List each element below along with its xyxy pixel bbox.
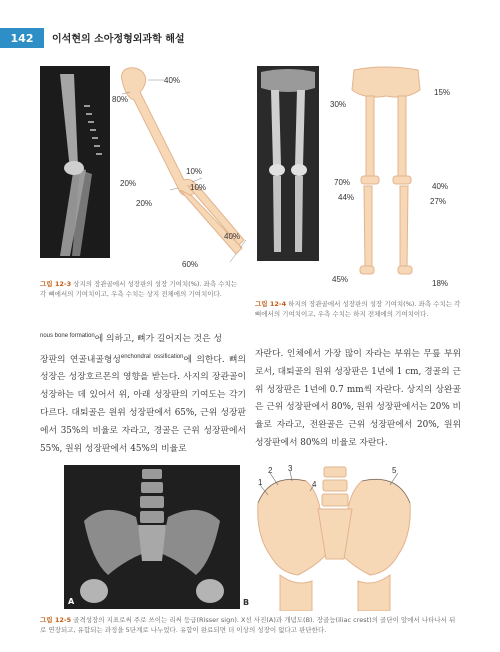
fig3-label-7: 40% [224,232,241,241]
fig3-label-5: 10% [190,183,207,192]
caption-text: 하지의 장관골에서 성장판의 성장 기여치(%). 좌측 수치는 각 뼈에서의 기여치이고, 우측 수치는 하지 전체에의 기여치이다. [255,300,461,318]
figure-12-5-xray [64,465,240,609]
running-title: 이석현의 소아정형외과학 해설 [52,34,185,45]
fig3-label-6: 20% [136,199,153,208]
fig4-label-1: 15% [434,88,451,97]
caption-label: 그림 12-3 [40,280,72,288]
figure-12-3-xray [40,66,110,258]
figure-12-4-caption [255,299,465,319]
figure-12-5-caption [40,615,460,635]
pelvis-xray-image [64,465,240,609]
body-text: 뼈의 성장은 성장호르몬의 영향을 받는다. 사지의 장관골이 성장하는 데 있어서 위, 아래 성장판의 기여도는 각기 다르다. 대퇴골은 원위 성장판에서 65%, 근위 성장판에서 35%의 비율로 자라고, 경골은 근위 성장판에서 55%, 원위 성장판에서 45%의 비율로 [40,354,246,454]
fig3-label-8: 60% [182,260,199,269]
body-right-column [255,346,461,453]
panel-label-b: B [243,598,250,607]
body-left-column [40,328,246,458]
fig4-label-6: 27% [430,197,447,206]
fig4-label-4: 40% [432,182,449,191]
body-text: 자란다. 인체에서 가장 많이 자라는 부위는 무릎 부위로서, 대퇴골의 원위 성장판은 1년에 1 cm, 경골의 근위 성장판은 1년에 0.7 mm씩 자란다. 상지의 상완골은 근위 성장판에서 80%, 원위 성장판에서는 20% 비율로 자라고, 전완골은 근위 성장판에서 20%, 원위 성장판에서 80%의 비율로 자란다. [255,349,461,448]
risser-number-1: 1 [258,478,263,487]
body-text: 장판의 연골내골형성 [40,354,121,365]
arm-xray-image [40,66,110,258]
fig3-label-2: 80% [112,95,129,104]
fig4-label-3: 70% [334,178,351,187]
fig3-label-4: 20% [120,179,137,188]
caption-label: 그림 12-5 [40,616,72,624]
fig4-label-2: 30% [330,100,347,109]
figure-12-3-caption [40,279,245,299]
fig4-label-7: 45% [332,275,349,284]
latin-term: enchondral ossification [120,353,184,360]
risser-number-5: 5 [392,466,397,475]
risser-number-2: 2 [268,466,273,475]
pelvis-diagram [240,463,430,611]
fig3-label-3: 10% [186,167,203,176]
latin-term: nous bone formation [40,333,95,339]
risser-number-4: 4 [312,480,317,489]
caption-label: 그림 12-4 [255,300,287,308]
caption-text: 골격성장의 지표로써 주로 쓰이는 리써 등급(Risser sign). X선 사진(A)과 개념도(B). 장골능(iliac crest)의 골단이 앞에서 나타나서 뒤로 연장되고, 유합되는 과정을 5단계로 나누었다. 유합이 완료되면 더 이상의 성장이 없다고 판단한다. [40,616,456,634]
leg-xray-image [257,66,319,261]
page-number: 142 [0,28,44,48]
fig3-label-1: 40% [164,76,181,85]
figure-12-4-xray [257,66,319,261]
fig4-label-8: 18% [432,279,449,288]
body-text: 에 의한다. [183,354,225,365]
leg-bone-diagram [346,66,426,276]
panel-label-a: A [68,597,75,606]
body-text: 에 의하고, 뼈가 길어지는 것은 성 [94,333,222,344]
risser-number-3: 3 [288,464,293,473]
caption-text: 상지의 장관골에서 성장판의 성장 기여치(%). 좌측 수치는 각 뼈에서의 기여치이고, 우측 수치는 상지 전체에의 기여치이다. [40,280,238,298]
fig4-label-5: 44% [338,193,355,202]
